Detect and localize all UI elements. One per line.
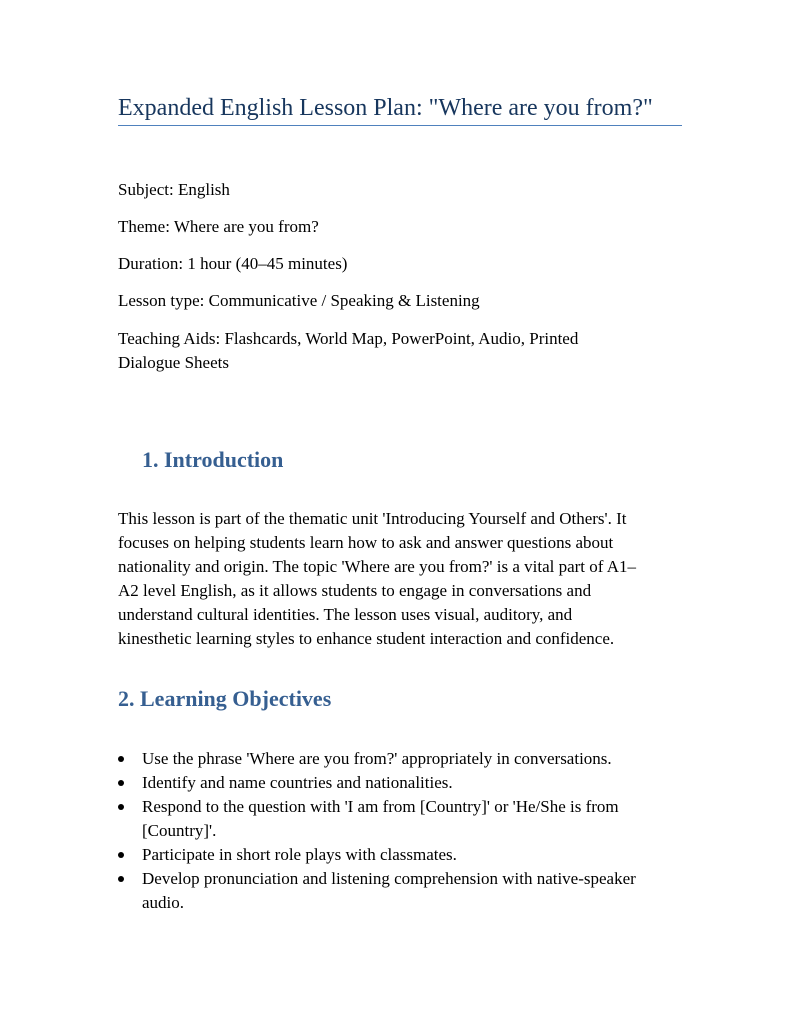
teaching-aids-line: Dialogue Sheets xyxy=(118,353,229,372)
paragraph-line: A2 level English, as it allows students to engage in conversations and xyxy=(118,581,592,600)
list-item-line: [Country]'. xyxy=(142,821,217,840)
list-item-line: Respond to the question with 'I am from [Country]' or 'He/She is from xyxy=(142,797,619,816)
bullet-icon xyxy=(118,852,124,858)
meta-subject: Subject: English xyxy=(118,180,230,199)
list-item xyxy=(118,843,688,867)
paragraph-line: understand cultural identities. The lesson uses visual, auditory, and xyxy=(118,605,573,624)
bullet-icon xyxy=(118,756,124,762)
list-item-line: Use the phrase 'Where are you from?' appropriately in conversations. xyxy=(142,749,612,768)
list-item xyxy=(118,771,688,795)
bullet-icon xyxy=(118,876,124,882)
title-underline xyxy=(118,125,682,126)
document-title: Expanded English Lesson Plan: "Where are you from?" xyxy=(118,95,653,121)
list-item-line: Identify and name countries and nationalities. xyxy=(142,773,453,792)
paragraph-line: kinesthetic learning styles to enhance student interaction and confidence. xyxy=(118,629,615,648)
teaching-aids-line: Teaching Aids: Flashcards, World Map, PowerPoint, Audio, Printed xyxy=(118,329,579,348)
list-item xyxy=(118,795,688,843)
list-item xyxy=(118,867,688,915)
list-item-line: Participate in short role plays with classmates. xyxy=(142,845,457,864)
paragraph-line: nationality and origin. The topic 'Where are you from?' is a vital part of A1– xyxy=(118,557,637,576)
meta-lesson-type: Lesson type: Communicative / Speaking & Listening xyxy=(118,291,480,310)
list-item-line: Develop pronunciation and listening comprehension with native-speaker xyxy=(142,869,636,888)
meta-teaching-aids xyxy=(118,327,678,375)
list-item xyxy=(118,747,688,771)
introduction-paragraph xyxy=(118,507,680,651)
meta-theme: Theme: Where are you from? xyxy=(118,217,319,236)
paragraph-line: focuses on helping students learn how to ask and answer questions about xyxy=(118,533,614,552)
learning-objectives-list xyxy=(118,747,688,915)
bullet-icon xyxy=(118,804,124,810)
list-item-line: audio. xyxy=(142,893,185,912)
bullet-icon xyxy=(118,780,124,786)
meta-duration: Duration: 1 hour (40–45 minutes) xyxy=(118,254,348,273)
learning-objectives-heading: 2. Learning Objectives xyxy=(118,686,332,711)
introduction-heading: 1. Introduction xyxy=(142,447,284,472)
paragraph-line: This lesson is part of the thematic unit 'Introducing Yourself and Others'. It xyxy=(118,509,627,528)
